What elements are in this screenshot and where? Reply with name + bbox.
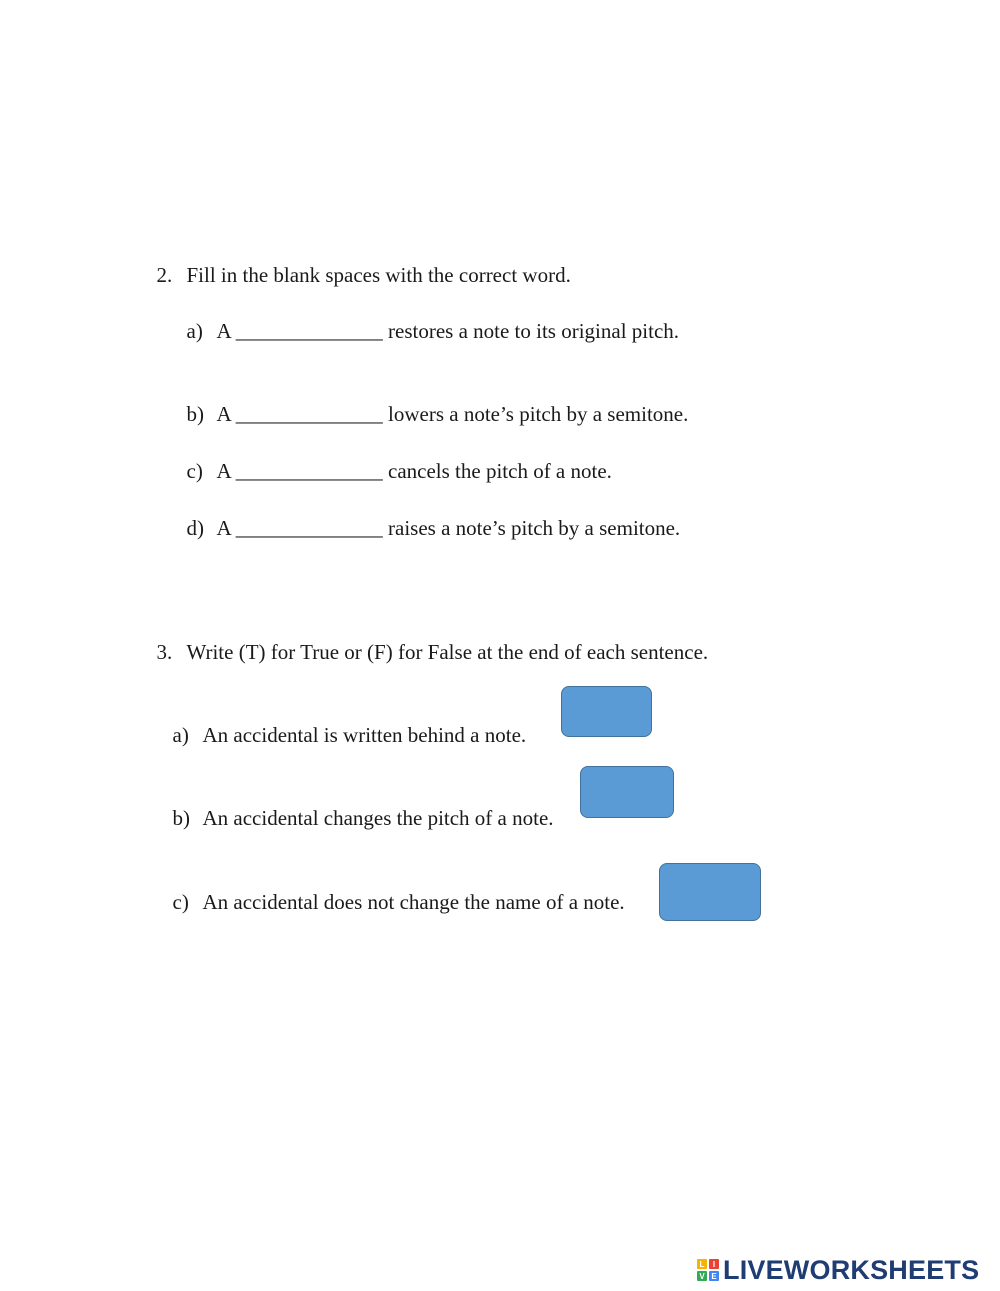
true-false-item [162, 704, 526, 746]
section3-number: 3. [156, 640, 173, 664]
true-false-item [162, 871, 625, 913]
item-text: An accidental changes the pitch of a note. [202, 806, 554, 830]
liveworksheets-logo[interactable] [697, 1254, 979, 1286]
logo-letter: L [697, 1259, 707, 1269]
fill-blank-item [176, 497, 680, 539]
item-marker: b) [172, 806, 190, 830]
fill-blank-item [176, 383, 688, 425]
logo-letter: I [709, 1259, 719, 1269]
item-text: A ______________ lowers a note’s pitch by a semitone. [216, 402, 689, 426]
item-text: A ______________ restores a note to its original pitch. [216, 319, 680, 343]
brand-name: LIVEWORKSHEETS [723, 1254, 980, 1285]
answer-box-a[interactable] [561, 686, 652, 737]
item-text: An accidental does not change the name of a note. [202, 890, 625, 914]
item-marker: c) [186, 459, 203, 483]
fill-blank-item [176, 300, 679, 342]
answer-box-c[interactable] [659, 863, 761, 921]
item-text: A ______________ cancels the pitch of a note. [216, 459, 612, 483]
item-marker: a) [172, 723, 189, 747]
answer-box-b[interactable] [580, 766, 674, 818]
item-marker: a) [186, 319, 203, 343]
item-marker: d) [186, 516, 204, 540]
section3-instruction [146, 621, 708, 663]
section2-instruction [146, 244, 571, 286]
fill-blank-item [176, 440, 612, 482]
section2-instruction-text: Fill in the blank spaces with the correct word. [186, 263, 571, 287]
section3-instruction-text: Write (T) for True or (F) for False at the end of each sentence. [186, 640, 709, 664]
item-text: A ______________ raises a note’s pitch by a semitone. [216, 516, 681, 540]
item-marker: c) [172, 890, 189, 914]
item-marker: b) [186, 402, 204, 426]
logo-letter: V [697, 1271, 707, 1281]
true-false-item [162, 787, 554, 829]
section2-number: 2. [156, 263, 173, 287]
item-text: An accidental is written behind a note. [202, 723, 527, 747]
logo-letter: E [709, 1271, 719, 1281]
logo-mark-icon [697, 1259, 719, 1281]
